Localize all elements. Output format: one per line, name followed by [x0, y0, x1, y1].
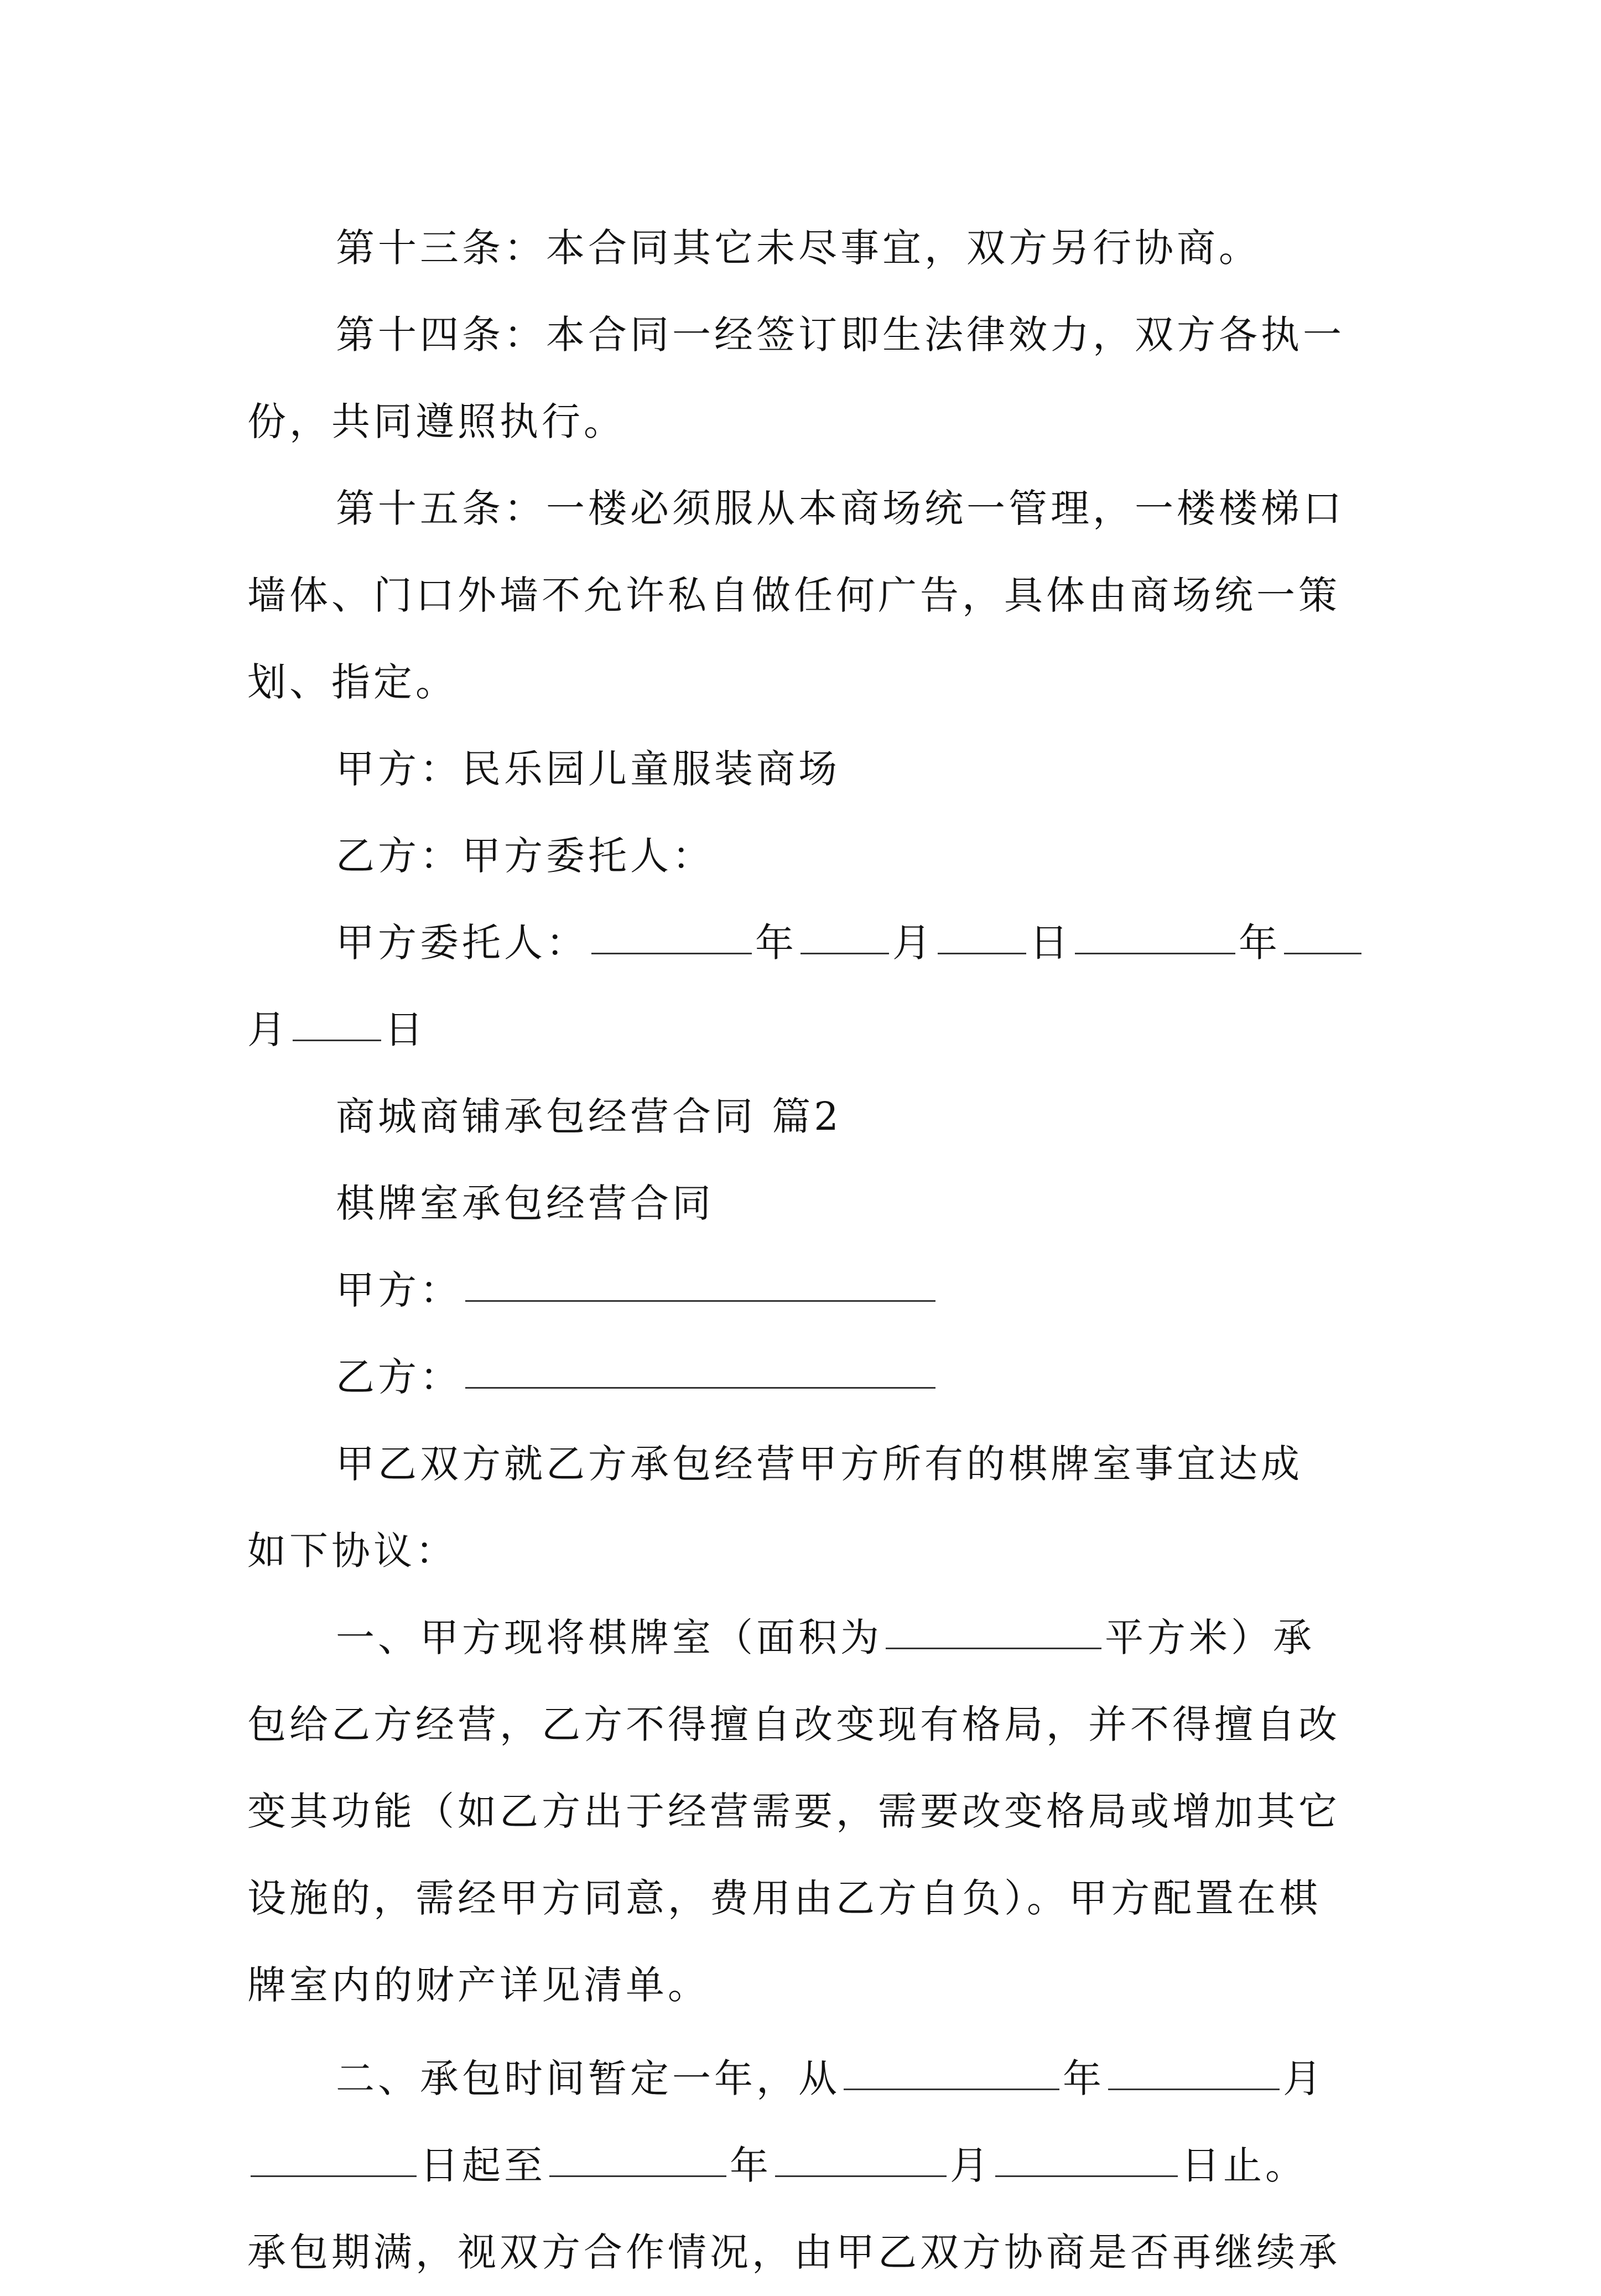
signature-label: 甲方委托人：: [336, 920, 588, 965]
party-b-line: 乙方：甲方委托人：: [336, 833, 714, 879]
clause-1-line-4: 设施的，需经甲方同意，费用由乙方自负）。甲方配置在棋: [247, 1876, 1321, 1921]
blank-field: [995, 2173, 1178, 2177]
day-label: 日: [1030, 920, 1072, 965]
article-15-line-3: 划、指定。: [247, 659, 458, 705]
blank-field: [1284, 950, 1361, 954]
blank-field: [465, 1385, 935, 1389]
party-a-line: 甲方：民乐园儿童服装商场: [336, 746, 840, 792]
article-14-line-2: 份，共同遵照执行。: [247, 399, 626, 444]
signature-date-line-2: [247, 986, 1370, 1073]
blank-field: [775, 2173, 947, 2177]
year-label: 年: [755, 920, 797, 965]
blank-field: [800, 950, 889, 954]
clause-1-text: 一、甲方现将棋牌室（面积为: [336, 1615, 882, 1660]
party-a-label: 甲方：: [336, 1268, 462, 1313]
month-label: 月: [950, 2143, 992, 2188]
blank-field: [549, 2173, 726, 2177]
clause-2-text: 日止。: [1181, 2143, 1307, 2188]
intro-line-2: 如下协议：: [247, 1528, 458, 1573]
clause-1-text: 平方米）承: [1105, 1615, 1315, 1660]
blank-field: [938, 950, 1026, 954]
section-heading: 商城商铺承包经营合同 篇2: [336, 1094, 842, 1139]
year-label: 年: [1239, 920, 1281, 965]
blank-field: [293, 1037, 381, 1041]
signature-date-line: [247, 900, 1370, 986]
clause-2-line-1: [247, 2035, 1370, 2122]
clause-2-text: 日起至: [420, 2143, 546, 2188]
blank-field: [886, 1645, 1101, 1649]
year-label: 年: [1063, 2056, 1105, 2101]
year-label: 年: [730, 2143, 772, 2188]
intro-line-1: 甲乙双方就乙方承包经营甲方所有的棋牌室事宜达成: [336, 1441, 1303, 1487]
article-14-line-1: 第十四条：本合同一经签订即生法律效力，双方各执一: [336, 312, 1345, 357]
party-b-label: 乙方：: [336, 1354, 462, 1400]
blank-field: [1108, 2086, 1280, 2090]
article-15-line-1: 第十五条：一楼必须服从本商场统一管理，一楼楼梯口: [336, 486, 1345, 531]
blank-field: [591, 950, 752, 954]
clause-2-line-2: [247, 2122, 1370, 2209]
clause-1-line-2: 包给乙方经营，乙方不得擅自改变现有格局，并不得擅自改: [247, 1702, 1340, 1747]
blank-field: [251, 2173, 417, 2177]
party-a-field: [247, 1247, 1370, 1334]
contract-title: 棋牌室承包经营合同: [336, 1181, 714, 1226]
day-label: 日: [384, 1007, 427, 1052]
clause-2-text: 二、承包时间暂定一年，从: [336, 2056, 840, 2101]
article-15-line-2: 墙体、门口外墙不允许私自做任何广告，具体由商场统一策: [247, 573, 1340, 618]
clause-1-line-1: [247, 1594, 1370, 1681]
month-label: 月: [247, 1007, 289, 1052]
clause-1-line-3: 变其功能（如乙方出于经营需要，需要改变格局或增加其它: [247, 1789, 1340, 1834]
month-label: 月: [1283, 2056, 1325, 2101]
clause-1-line-5: 牌室内的财产详见清单。: [247, 1962, 710, 2008]
party-b-field: [247, 1334, 1370, 1421]
document-page: [247, 205, 1370, 2296]
blank-field: [844, 2086, 1059, 2090]
article-13: 第十三条：本合同其它未尽事宜，双方另行协商。: [336, 225, 1261, 271]
blank-field: [465, 1298, 935, 1302]
month-label: 月: [892, 920, 934, 965]
blank-field: [1075, 950, 1235, 954]
clause-2-line-3: 承包期满，视双方合作情况，由甲乙双方协商是否再继续承: [247, 2230, 1340, 2275]
